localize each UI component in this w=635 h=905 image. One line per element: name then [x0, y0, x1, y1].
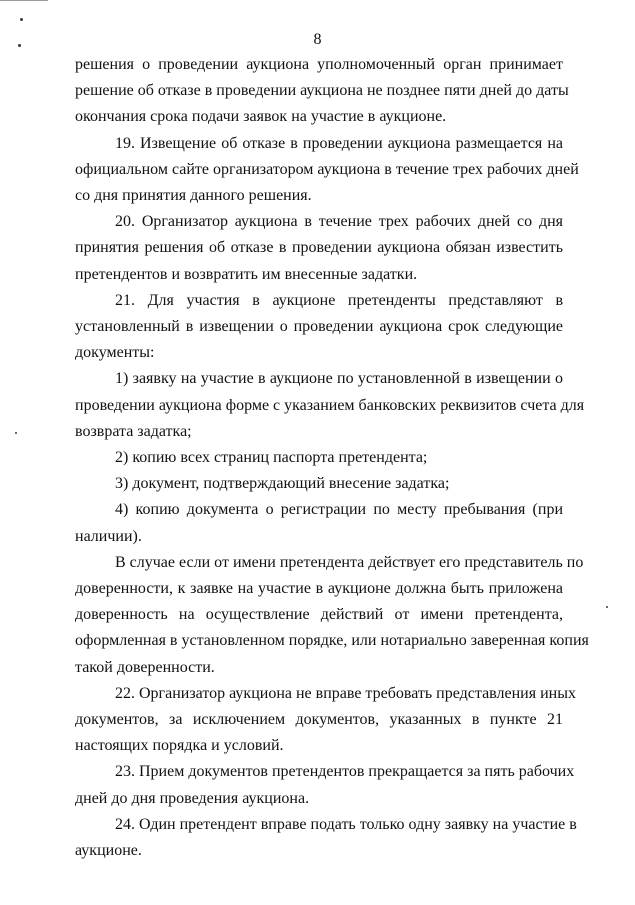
text-line: 24. Один претендент вправе подать только одну заявку на участие в: [115, 815, 577, 833]
text-line: возврата задатка;: [75, 422, 192, 440]
text-line: установленный в извещении о проведении аукциона срок следующие: [75, 318, 563, 336]
text-line: документов, за исключением документов, указанных в пункте 21: [75, 711, 563, 729]
text-line: проведении аукциона форме с указанием банковских реквизитов счета для: [75, 396, 585, 414]
text-line: со дня принятия данного решения.: [75, 187, 312, 205]
paragraph-p21-1: [75, 366, 585, 445]
paragraph-p21-3: [75, 471, 563, 497]
text-line: 23. Прием документов претендентов прекращается за пять рабочих: [115, 763, 575, 781]
text-line: 1) заявку на участие в аукционе по установленной в извещении о: [115, 370, 563, 388]
text-line: такой доверенности.: [75, 658, 215, 676]
paragraph-p21-note: [75, 550, 589, 681]
paragraph-p21-4: [75, 497, 563, 549]
scan-speck: [606, 606, 608, 608]
text-line: 3) документ, подтверждающий внесение задатка;: [115, 475, 450, 493]
paragraph-p21-2: [75, 445, 563, 471]
text-line: доверенность на осуществление действий от имени претендента,: [75, 606, 563, 624]
scan-speck: [15, 432, 17, 434]
text-line: официальном сайте организатором аукциона в течение трех рабочих дней: [75, 160, 579, 178]
text-line: 19. Извещение об отказе в проведении аукциона размещается на: [115, 134, 563, 152]
text-line: 21. Для участия в аукционе претенденты представляют в: [115, 291, 563, 309]
paragraph-p19: [75, 131, 579, 210]
text-line: решения о проведении аукциона уполномоченный орган принимает: [75, 56, 563, 73]
document-body: [75, 52, 589, 864]
text-line: наличии).: [75, 527, 142, 545]
paragraph-p22: [75, 681, 576, 760]
text-line: доверенности, к заявке на участие в аукционе должна быть приложена: [75, 580, 563, 598]
paragraph-p20: [75, 209, 563, 288]
text-line: окончания срока подачи заявок на участие в аукционе.: [75, 108, 447, 126]
text-line: 22. Организатор аукциона не вправе требовать представления иных: [115, 684, 576, 702]
text-line: оформленная в установленном порядке, или нотариально заверенная копия: [75, 632, 589, 650]
text-line: документы:: [75, 344, 155, 362]
text-line: В случае если от имени претендента действует его представитель по: [115, 553, 584, 571]
page-number: 8: [313, 31, 322, 48]
text-line: дней до дня проведения аукциона.: [75, 789, 310, 807]
text-line: решение об отказе в проведении аукциона не позднее пяти дней до даты: [75, 82, 569, 100]
text-line: претендентов и возвратить им внесенные задатки.: [75, 265, 418, 283]
text-line: 4) копию документа о регистрации по месту пребывания (при: [115, 501, 563, 519]
text-line: аукционе.: [75, 842, 142, 860]
paragraph-p24: [75, 812, 577, 864]
text-line: принятия решения об отказе в проведении аукциона обязан известить: [75, 239, 563, 257]
paragraph-p-cont: [75, 52, 569, 131]
paragraph-p23: [75, 759, 575, 811]
paragraph-p21: [75, 288, 563, 367]
scan-speck: [20, 18, 23, 21]
text-line: 2) копию всех страниц паспорта претендента;: [115, 449, 428, 467]
scan-edge-line: [0, 0, 48, 1]
text-line: 20. Организатор аукциона в течение трех рабочих дней со дня: [115, 213, 563, 231]
text-line: настоящих порядка и условий.: [75, 737, 284, 755]
